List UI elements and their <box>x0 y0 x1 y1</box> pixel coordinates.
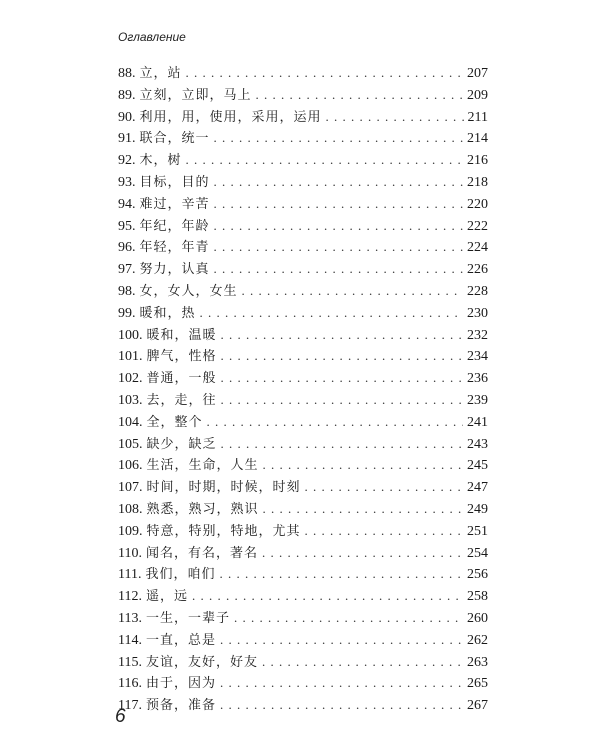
toc-entry-page: 228 <box>467 283 488 299</box>
toc-entry-number: 105. <box>118 436 143 452</box>
toc-entry-number: 104. <box>118 414 143 430</box>
toc-entry-number: 96. <box>118 240 136 256</box>
toc-entry[interactable] <box>118 302 488 324</box>
toc-entry-number: 109. <box>118 523 143 539</box>
toc-dot-leader <box>221 370 463 386</box>
toc-entry[interactable] <box>118 651 488 673</box>
toc-entry-title: 特意，特别，特地，尤其 <box>146 523 301 539</box>
toc-dot-leader <box>326 109 464 125</box>
toc-entry[interactable] <box>118 433 488 455</box>
toc-entry[interactable] <box>118 324 488 346</box>
toc-entry-title: 遥，远 <box>145 589 188 605</box>
toc-dot-leader <box>214 174 463 190</box>
toc-entry[interactable] <box>118 520 488 542</box>
toc-entry-page: 218 <box>467 174 488 190</box>
toc-entry[interactable] <box>118 149 488 171</box>
toc-dot-leader <box>219 566 463 582</box>
toc-entry-page: 224 <box>467 240 488 256</box>
toc-entry-page: 243 <box>467 436 488 452</box>
toc-entry-page: 265 <box>467 676 488 692</box>
toc-entry-title: 立，站 <box>139 66 182 81</box>
toc-entry-page: 209 <box>467 87 488 103</box>
toc-dot-leader <box>207 414 463 430</box>
toc-entry-title: 努力，认真 <box>139 262 210 278</box>
toc-entry-page: 207 <box>467 66 488 81</box>
toc-entry-number: 95. <box>118 218 136 234</box>
toc-entry-page: 251 <box>467 523 488 539</box>
toc-entry[interactable] <box>118 367 488 389</box>
toc-dot-leader <box>214 239 463 255</box>
toc-dot-leader <box>234 610 463 626</box>
toc-entry-title: 生活，生命，人生 <box>146 458 259 474</box>
toc-entry[interactable] <box>118 607 488 629</box>
toc-entry[interactable] <box>118 258 488 280</box>
toc-entry-title: 暖和，热 <box>139 305 196 321</box>
toc-entry[interactable] <box>118 84 488 106</box>
toc-entry-number: 114. <box>118 632 142 648</box>
toc-entry-title: 一生，一辈子 <box>145 610 230 626</box>
toc-entry[interactable] <box>118 236 488 258</box>
toc-entry-page: 260 <box>467 610 488 626</box>
toc-entry-page: 236 <box>467 371 488 387</box>
toc-entry-title: 熟悉，熟习，熟识 <box>146 501 259 517</box>
toc-entry[interactable] <box>118 672 488 694</box>
toc-entry-title: 由于，因为 <box>145 676 216 692</box>
toc-entry[interactable] <box>118 498 488 520</box>
toc-entry-number: 99. <box>118 305 136 321</box>
toc-dot-leader <box>242 283 463 299</box>
toc-entry-page: 216 <box>467 153 488 169</box>
toc-entry[interactable] <box>118 280 488 302</box>
toc-dot-leader <box>221 348 463 364</box>
toc-dot-leader <box>262 545 463 561</box>
toc-entry-page: 258 <box>467 589 488 605</box>
toc-dot-leader <box>221 392 463 408</box>
running-title: Оглавление <box>118 30 186 44</box>
toc-entry-number: 116. <box>118 676 142 692</box>
toc-entry-number: 117. <box>118 698 142 714</box>
toc-entry-number: 103. <box>118 392 143 408</box>
toc-dot-leader <box>256 87 463 103</box>
toc-dot-leader <box>263 501 463 517</box>
toc-entry[interactable] <box>118 215 488 237</box>
toc-entry-title: 缺少，缺乏 <box>146 436 217 452</box>
toc-entry-title: 年轻，年青 <box>139 240 210 256</box>
toc-entry-page: 262 <box>467 632 488 648</box>
toc-entry-number: 101. <box>118 349 143 365</box>
toc-entry-page: 256 <box>467 567 488 583</box>
toc-dot-leader <box>221 436 463 452</box>
toc-entry-page: 241 <box>467 414 488 430</box>
toc-entry-page: 239 <box>467 392 488 408</box>
toc-entry-title: 目标，目的 <box>139 174 210 190</box>
toc-dot-leader <box>220 675 463 691</box>
toc-entry-title: 我们，咱们 <box>145 567 216 583</box>
toc-entry-title: 时间，时期，时候，时刻 <box>146 480 301 496</box>
toc-entry[interactable] <box>118 127 488 149</box>
page-number: 6 <box>115 706 126 727</box>
toc-dot-leader <box>200 305 463 321</box>
toc-dot-leader <box>220 632 463 648</box>
toc-entry-title: 女，女人，女生 <box>139 283 238 299</box>
toc-entry-title: 利用，用，使用，采用，运用 <box>139 109 322 125</box>
toc-dot-leader <box>262 654 463 670</box>
toc-entry-page: 254 <box>467 545 488 561</box>
toc-entry[interactable] <box>118 563 488 585</box>
toc-dot-leader <box>214 196 463 212</box>
toc-entry-title: 去，走，往 <box>146 392 217 408</box>
toc-entry-number: 102. <box>118 371 143 387</box>
toc-entry-title: 暖和，温暖 <box>146 327 217 343</box>
toc-entry-number: 89. <box>118 87 136 103</box>
toc-entry[interactable] <box>118 389 488 411</box>
toc-dot-leader <box>214 130 463 146</box>
toc-entry-number: 112. <box>118 589 142 605</box>
toc-entry-number: 98. <box>118 283 136 299</box>
toc-dot-leader <box>192 588 463 604</box>
toc-entry-number: 107. <box>118 480 143 496</box>
toc-entry-number: 106. <box>118 458 143 474</box>
toc-entry[interactable] <box>118 62 488 84</box>
toc-entry-page: 247 <box>467 480 488 496</box>
toc-dot-leader <box>186 65 463 81</box>
toc-entry[interactable] <box>118 476 488 498</box>
toc-entry-number: 97. <box>118 262 136 278</box>
toc-dot-leader <box>305 479 463 495</box>
table-of-contents <box>118 62 488 716</box>
toc-entry-title: 全，整个 <box>146 414 203 430</box>
toc-entry-number: 93. <box>118 174 136 190</box>
toc-entry-page: 226 <box>467 262 488 278</box>
toc-entry-title: 难过，辛苦 <box>139 196 210 212</box>
toc-entry-page: 234 <box>467 349 488 365</box>
toc-entry-number: 115. <box>118 654 142 670</box>
toc-entry[interactable] <box>118 171 488 193</box>
toc-entry-title: 闻名，有名，著名 <box>145 545 258 561</box>
toc-entry-title: 普通，一般 <box>146 371 217 387</box>
toc-dot-leader <box>186 152 463 168</box>
toc-entry-number: 94. <box>118 196 136 212</box>
toc-dot-leader <box>221 327 463 343</box>
toc-entry-page: 222 <box>467 218 488 234</box>
toc-entry[interactable] <box>118 585 488 607</box>
toc-entry-title: 一直，总是 <box>145 632 216 648</box>
toc-dot-leader <box>214 218 463 234</box>
toc-entry-number: 111. <box>118 567 142 583</box>
toc-entry-page: 267 <box>467 698 488 714</box>
toc-entry[interactable] <box>118 106 488 128</box>
toc-entry-number: 108. <box>118 501 143 517</box>
toc-entry-title: 年纪，年龄 <box>139 218 210 234</box>
toc-entry-title: 友谊，友好，好友 <box>145 654 258 670</box>
toc-entry-number: 92. <box>118 153 136 169</box>
toc-entry[interactable] <box>118 345 488 367</box>
toc-entry-title: 木，树 <box>139 153 182 169</box>
toc-entry-title: 立刻，立即，马上 <box>139 87 252 103</box>
toc-entry-number: 91. <box>118 131 136 147</box>
toc-entry-page: 220 <box>467 196 488 212</box>
toc-entry[interactable] <box>118 411 488 433</box>
toc-dot-leader <box>220 697 463 713</box>
toc-entry-page: 211 <box>467 109 488 125</box>
toc-entry-title: 联合，统一 <box>139 131 210 147</box>
toc-entry-page: 249 <box>467 501 488 517</box>
toc-dot-leader <box>214 261 463 277</box>
toc-entry-number: 100. <box>118 327 143 343</box>
toc-entry-page: 230 <box>467 305 488 321</box>
toc-entry-number: 88. <box>118 66 136 81</box>
toc-entry[interactable] <box>118 454 488 476</box>
toc-entry-page: 232 <box>467 327 488 343</box>
toc-entry-page: 263 <box>467 654 488 670</box>
toc-entry[interactable] <box>118 694 488 716</box>
toc-entry-number: 110. <box>118 545 142 561</box>
toc-entry[interactable] <box>118 193 488 215</box>
toc-entry-page: 214 <box>467 131 488 147</box>
toc-dot-leader <box>263 457 463 473</box>
toc-entry-page: 245 <box>467 458 488 474</box>
toc-dot-leader <box>305 523 463 539</box>
toc-entry-number: 113. <box>118 610 142 626</box>
toc-entry-number: 90. <box>118 109 136 125</box>
toc-entry[interactable] <box>118 542 488 564</box>
toc-entry-title: 预备，准备 <box>145 698 216 714</box>
toc-entry-title: 脾气，性格 <box>146 349 217 365</box>
toc-entry[interactable] <box>118 629 488 651</box>
